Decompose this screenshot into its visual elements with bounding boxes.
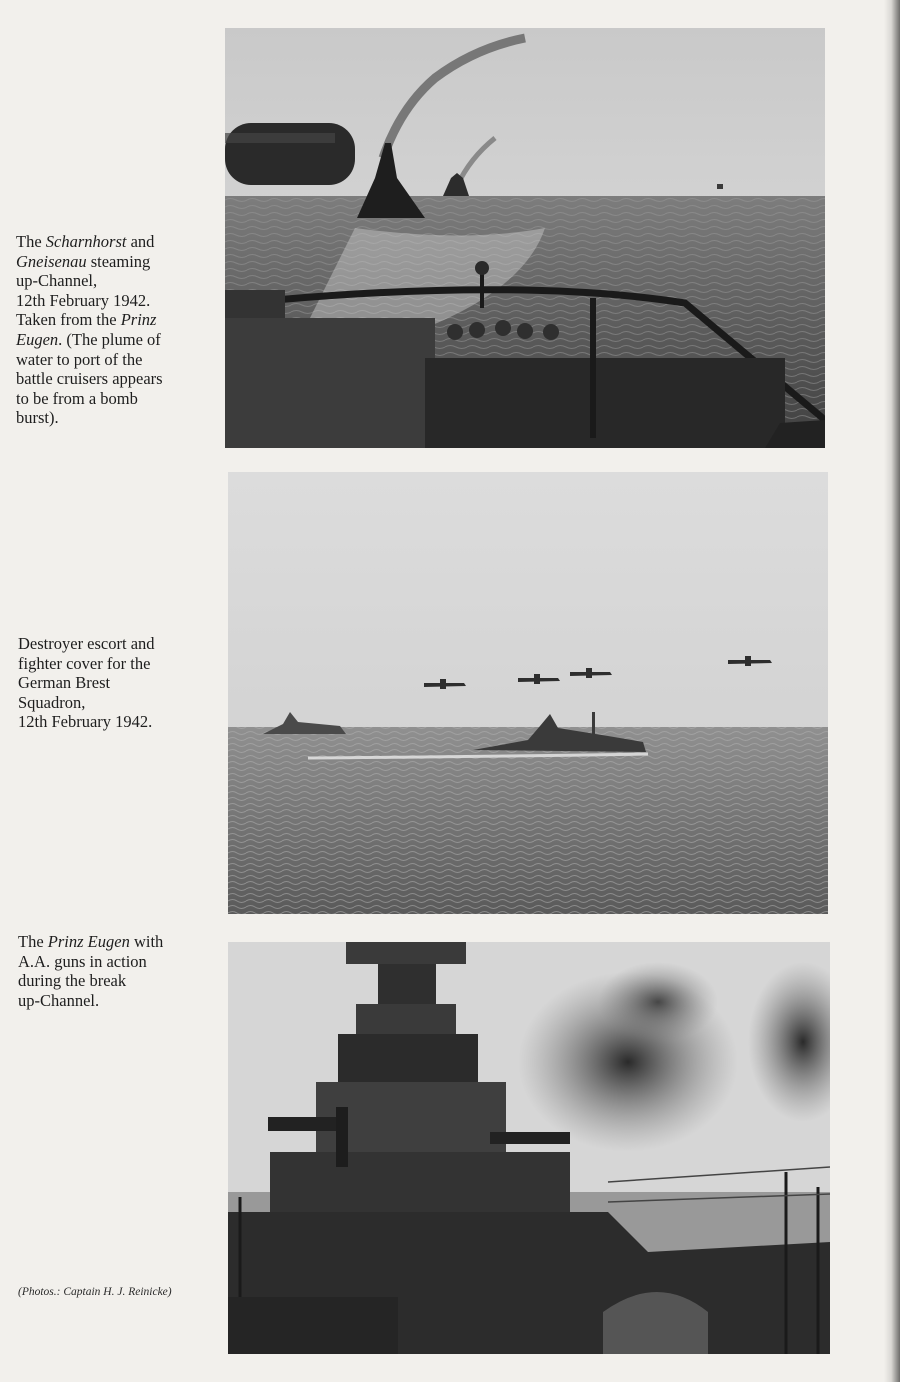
caption-text: German Brest <box>18 673 111 693</box>
caption-line <box>16 350 163 370</box>
caption-text: The <box>18 932 48 951</box>
caption-line <box>16 408 163 428</box>
caption-italic-text: Prinz <box>120 310 157 330</box>
caption-text: and <box>126 232 155 251</box>
photo-caption-prinz-eugen <box>18 932 163 1010</box>
caption-line <box>16 310 163 330</box>
caption-text: during the break <box>18 971 127 991</box>
photo-prinz-eugen-aa-guns <box>228 942 830 1354</box>
caption-text: battle cruisers appears <box>16 369 163 389</box>
caption-text: burst). <box>16 408 59 428</box>
caption-line <box>18 634 155 654</box>
caption-italic-text: Scharnhorst <box>45 232 127 251</box>
caption-line <box>18 693 155 713</box>
caption-line <box>16 232 163 252</box>
caption-text: Destroyer escort and <box>18 634 155 653</box>
caption-line <box>18 712 155 732</box>
caption-text: steaming <box>86 251 151 271</box>
caption-line <box>18 952 163 972</box>
caption-line <box>16 271 163 291</box>
caption-text: Squadron, <box>18 692 86 712</box>
photo-caption-scharnhorst <box>16 232 163 428</box>
caption-line <box>16 330 163 350</box>
book-spine-shadow <box>884 0 900 1382</box>
caption-text: fighter cover for the <box>18 653 151 673</box>
caption-italic-text: Eugen <box>16 329 59 349</box>
caption-text: A.A. guns in action <box>18 951 147 971</box>
photo-caption-destroyer-escort <box>18 634 155 732</box>
caption-text: up-Channel, <box>16 271 98 291</box>
caption-line <box>16 291 163 311</box>
caption-text: The <box>16 232 46 251</box>
caption-line <box>18 654 155 674</box>
caption-line <box>18 991 163 1011</box>
caption-line <box>16 252 163 272</box>
caption-text: Taken from the <box>16 310 121 330</box>
caption-italic-text: Gneisenau <box>16 251 87 271</box>
caption-text: up-Channel. <box>18 990 100 1010</box>
caption-text: . (The plume of <box>58 329 161 349</box>
caption-line <box>18 971 163 991</box>
caption-line <box>18 673 155 693</box>
photo-credit: (Photos.: Captain H. J. Reinicke) <box>18 1286 172 1298</box>
caption-text: to be from a bomb <box>16 388 138 408</box>
photo-battlecruisers-up-channel <box>225 28 825 448</box>
caption-line <box>16 369 163 389</box>
caption-line <box>16 389 163 409</box>
caption-text: with <box>129 932 164 951</box>
caption-line <box>18 932 163 952</box>
photo-destroyer-escort-fighters <box>228 472 828 914</box>
caption-italic-text: Prinz Eugen <box>47 932 130 951</box>
caption-text: 12th February 1942. <box>16 290 151 310</box>
caption-text: 12th February 1942. <box>18 712 153 732</box>
caption-text: water to port of the <box>16 349 143 369</box>
